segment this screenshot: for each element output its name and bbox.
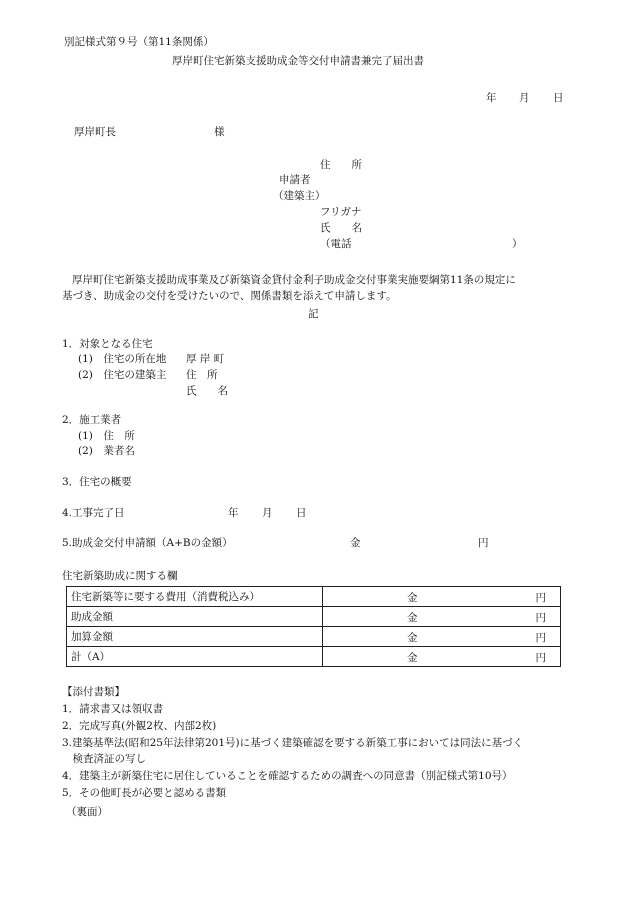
ki-label: 記 xyxy=(308,308,319,320)
section1-item1-value: 厚 岸 町 xyxy=(186,353,225,365)
yen-label: 円 xyxy=(535,652,546,664)
section1-item2-address: 住 所 xyxy=(186,369,218,381)
attachment-item: 2．完成写真(外観2枚、内部2枚) xyxy=(62,720,217,732)
table-row xyxy=(67,587,561,607)
kin-label: 金 xyxy=(407,632,418,644)
kin-label: 金 xyxy=(407,592,418,604)
attachment-item: 4．建築主が新築住宅に居住していることを確認するための調査への同意書（別記様式第10号） xyxy=(62,770,513,782)
table-row xyxy=(67,607,561,627)
addressee-name: 厚岸町長 xyxy=(74,126,116,138)
applicant-address-label: 住 所 xyxy=(320,159,362,171)
section5-title: 5.助成金交付申請額（A+Bの金額） xyxy=(62,537,233,549)
table-cell-amount xyxy=(323,647,561,667)
table-cell-label: 加算金額 xyxy=(67,627,323,647)
date-year: 年 xyxy=(486,92,497,104)
table-cell-amount xyxy=(323,587,561,607)
section2-item2: (2) 業者名 xyxy=(78,445,135,457)
applicant-name-label: 氏 名 xyxy=(320,222,362,234)
section2-title: 2．施工業者 xyxy=(62,414,122,426)
section1-item1-label: (1) 住宅の所在地 xyxy=(78,353,167,365)
kin-label: 金 xyxy=(407,612,418,624)
applicant-phone-close: ） xyxy=(512,238,523,250)
section4-title: 4.工事完了日 xyxy=(62,507,125,519)
yen-label: 円 xyxy=(535,632,546,644)
applicant-role-label: 申請者 xyxy=(279,174,311,186)
table-cell-label: 計（A） xyxy=(67,647,323,667)
section3-title: 3．住宅の概要 xyxy=(62,476,132,488)
table-cell-label: 助成金額 xyxy=(67,607,323,627)
body-text-line1: 厚岸町住宅新築支援助成事業及び新築資金貸付金利子助成金交付事業実施要綱第11条の規定に xyxy=(72,274,516,286)
section2-item1: (1) 住 所 xyxy=(78,430,135,442)
section1-item2-name: 氏 名 xyxy=(186,385,228,397)
applicant-phone-open: （電話 xyxy=(320,238,352,250)
section5-yen: 円 xyxy=(478,537,489,549)
section1-item2-label: (2) 住宅の建築主 xyxy=(78,369,167,381)
body-text-line2: 基づき、助成金の交付を受けたいので、関係書類を添えて申請します。 xyxy=(62,290,397,302)
table-cell-amount xyxy=(323,607,561,627)
attachments-title: 【添付書類】 xyxy=(62,686,125,698)
date-day: 日 xyxy=(553,92,564,104)
yen-label: 円 xyxy=(535,612,546,624)
section4-year: 年 xyxy=(228,507,239,519)
form-number: 別記様式第９号（第11条関係） xyxy=(64,36,214,48)
applicant-furigana-label: フリガナ xyxy=(320,206,362,218)
section1-title: 1．対象となる住宅 xyxy=(62,338,153,350)
subsidy-table xyxy=(66,586,561,667)
attachment-item: 1．請求書又は領収書 xyxy=(62,703,164,715)
section5-kin: 金 xyxy=(350,537,361,549)
table-row xyxy=(67,647,561,667)
table-cell-amount xyxy=(323,627,561,647)
form-title: 厚岸町住宅新築支援助成金等交付申請書兼完了届出書 xyxy=(172,55,424,67)
attachment-item: 5．その他町長が必要と認める書類 xyxy=(62,787,227,799)
table-caption: 住宅新築助成に関する欄 xyxy=(62,570,178,582)
back-side-label: （裏面） xyxy=(66,806,108,818)
addressee-honorific: 様 xyxy=(214,126,225,138)
attachment-item: 検査済証の写し xyxy=(62,753,146,765)
kin-label: 金 xyxy=(407,652,418,664)
section4-month: 月 xyxy=(262,507,273,519)
yen-label: 円 xyxy=(535,592,546,604)
date-month: 月 xyxy=(519,92,530,104)
table-cell-label: 住宅新築等に要する費用（消費税込み） xyxy=(67,587,323,607)
attachment-item: 3.建築基準法(昭和25年法律第201号)に基づく建築確認を要する新築工事においては同法に基づく xyxy=(62,737,524,749)
table-row xyxy=(67,627,561,647)
section4-day: 日 xyxy=(296,507,307,519)
applicant-role-sub: （建築主） xyxy=(273,190,326,202)
